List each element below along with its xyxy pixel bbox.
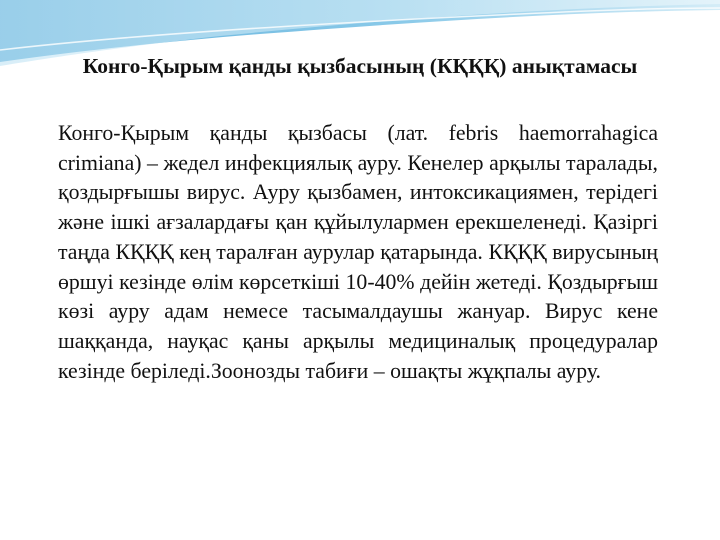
- slide-title: Конго-Қырым қанды қызбасының (КҚҚҚ) анықтамасы: [82, 54, 638, 78]
- slide-body-text: Конго-Қырым қанды қызбасы (лат. febris haemorrahagica crimiana) – жедел инфекциялық ауру. Кенелер арқылы таралады, қоздырғышы вирус. Ауру қызбамен, интоксикациямен, терідегі және ішкі ағзалардағы қан құйылулармен ерекшеленеді. Қазіргі таңда КҚҚҚ кең таралған аурулар қатарында. КҚҚҚ вирусының өршуі кезінде өлім көрсеткіші 10-40% дейін жетеді. Қоздырғыш көзі ауру адам немесе тасымалдаушы жануар. Вирус кене шаққанда, науқас қаны арқылы медициналық процедуралар кезінде беріледі.Зоонозды табиғи – ошақты жұқпалы ауру.: [58, 121, 658, 383]
